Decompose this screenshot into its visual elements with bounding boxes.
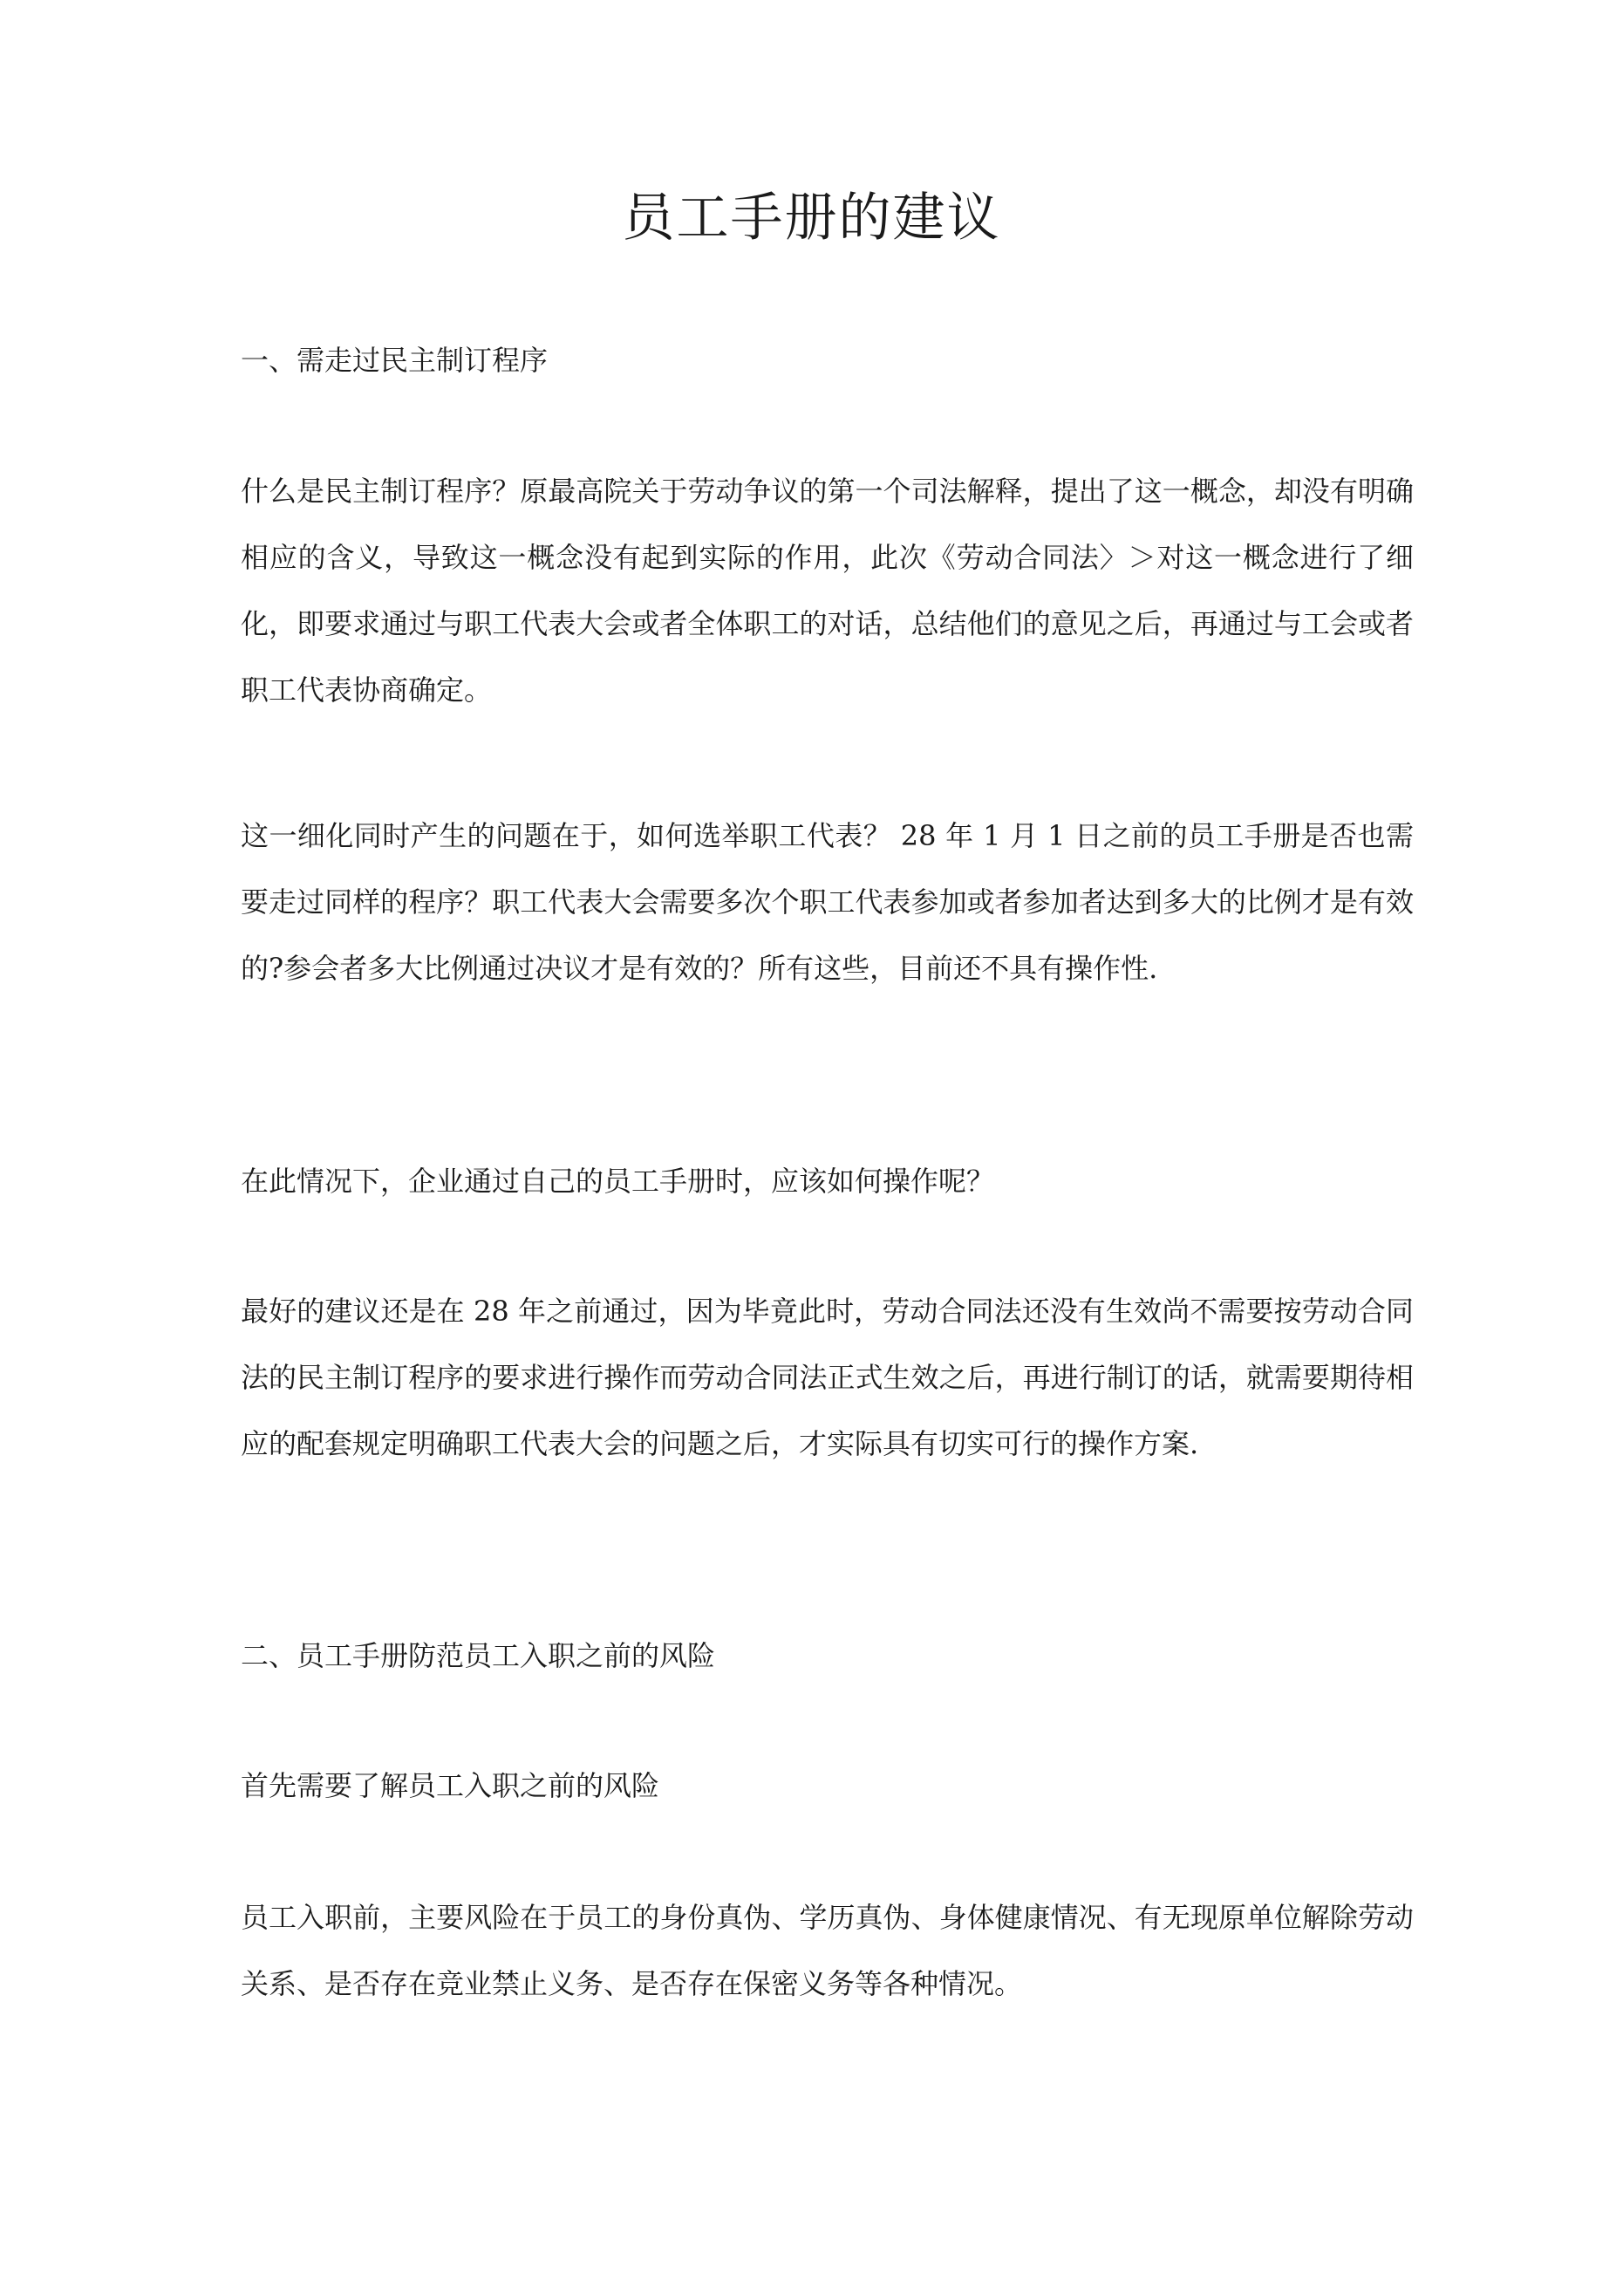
paragraph: 最好的建议还是在 28 年之前通过，因为毕竟此时，劳动合同法还没有生效尚不需要按劳动合同法的民主制订程序的要求进行操作而劳动合同法正式生效之后，再进行制订的话，就需要期待相应的配套规定明确职工代表大会的问题之后，才实际具有切实可行的操作方案. [241, 1295, 1414, 1460]
paragraph: 员工入职前，主要风险在于员工的身份真伪、学历真伪、身体健康情况、有无现原单位解除劳动关系、是否存在竞业禁止义务、是否存在保密义务等各种情况。 [241, 1901, 1414, 2000]
section-heading-2: 二、员工手册防范员工入职之前的风险 [241, 1639, 716, 1672]
document-title: 员工手册的建议 [622, 188, 1001, 249]
paragraph: 这一细化同时产生的问题在于，如何选举职工代表？ 28 年 1 月 1 日之前的员工手册是否也需要走过同样的程序？职工代表大会需要多次个职工代表参加或者参加者达到多大的比例才是有效的?参会者多大比例通过决议才是有效的？所有这些，目前还不具有操作性. [241, 819, 1414, 985]
section-heading-1: 一、需走过民主制订程序 [241, 344, 549, 377]
paragraph: 在此情况下，企业通过自己的员工手册时，应该如何操作呢？ [241, 1165, 995, 1198]
paragraph: 首先需要了解员工入职之前的风险 [241, 1769, 660, 1802]
paragraph: 什么是民主制订程序？原最高院关于劳动争议的第一个司法解释，提出了这一概念，却没有明确相应的含义，导致这一概念没有起到实际的作用，此次《劳动合同法〉＞对这一概念进行了细化，即要求通过与职工代表大会或者全体职工的对话，总结他们的意见之后，再通过与工会或者职工代表协商确定。 [241, 475, 1414, 707]
